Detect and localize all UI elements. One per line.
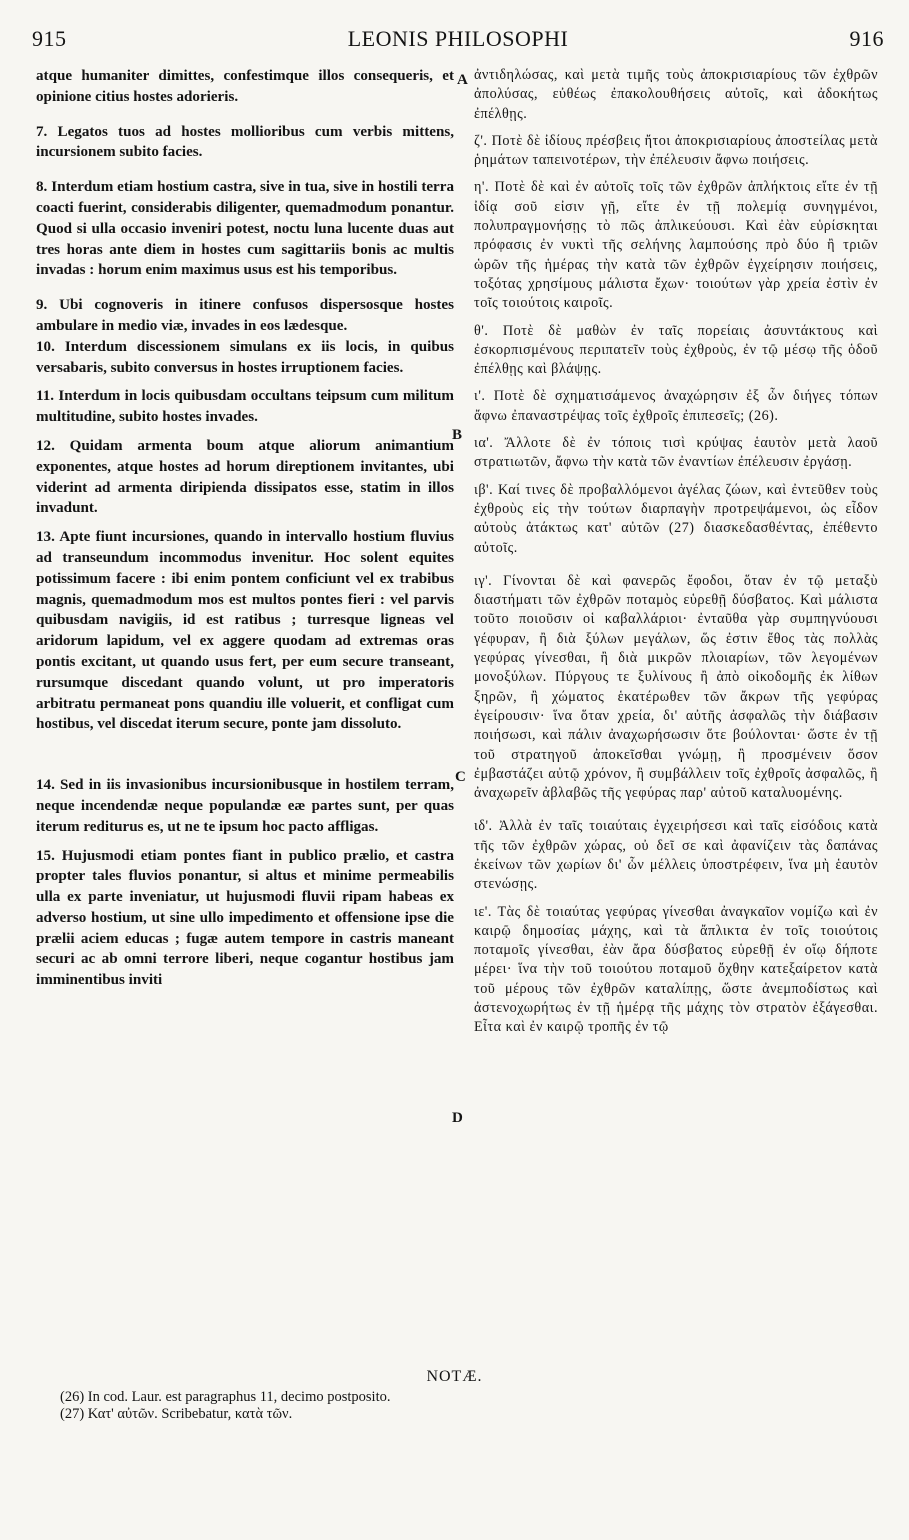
running-title: LEONIS PHILOSOPHI bbox=[347, 26, 569, 51]
latin-paragraph: 13. Apte fiunt incursiones, quando in intervallo hostium fluvius ad transeundum incommodus invenitur. Hoc solent equites potissimum facere : ibi enim pontem conficiunt vel ex trabibus magnis, quemadmodum mos est multos pontes fieri : vel parvis quibusdam navigiis, id est ratibus ; turresque ligneas vel aridorum lapidum, vel ex aggere quodam ad extremas oras pontis excitant, ut quando usus fert, per eum secure transeant, rursumque discedant quando volunt, ut pro imperatoris arbitratu permaneat pons quandiu ille voluerit, et confligat cum hostibus, vel discedat iterum secure, ponte jam dissoluto. bbox=[36, 529, 454, 733]
latin-paragraph: 11. Interdum in locis quibusdam occultans teipsum cum militum multitudine, subito hostes invades. bbox=[36, 388, 454, 426]
notes-title: NOTÆ. bbox=[426, 1368, 483, 1385]
greek-paragraph: ιγ'. Γίνονται δὲ καὶ φανερῶς ἔφοδοι, ὅταν ἐν τῷ μεταξὺ διαστήματι τῶν ἐχθρῶν ποταμὸς εὑρεθῇ δύσβατος. Καὶ μάλιστα τοῦτο ποιοῦσιν οἱ καβαλλάριοι· ἐνταῦθα γὰρ συμπηγνύουσι γέφυραν, ἢ διὰ ξύλων μεγάλων, ὥς ἐστιν ἔθος τὰς πολλὰς γεφύρας γίνεσθαι, ἢ διὰ μικρῶν πλοιαρίων, τῶν λεγομένων μονοξύλων. Πύργους τε ξυλίνους ἢ ἀπὸ οἰκοδομῆς ἐκ λίθων ξηρῶν, ἢ χώματος ἑκατέρωθεν τῶν ἄκρων τῆς γεφύρας ἐγείρουσιν· ἵνα ὅταν χρεία, δι' αὐτῆς ἀσφαλῶς τὴν διάβασιν ποιήσωσι, καὶ πάλιν ἀναχωρήσωσιν ὅτε βούλονται· ὥστε ἐν τῇ τοῦ στρατηγοῦ ἀποκεῖσθαι γνώμῃ, ἢ προσμένειν ὅσον ἐμβαστάζει αὐτῷ χρόνον, ἢ συμβάλλειν τοῖς ἐχθροῖς ἀσφαλῶς, ἢ ἀναχωρεῖν ἀβλαβῶς τῆς γεφύρας παρ' αὐτοῦ καταλυομένης. bbox=[474, 572, 878, 802]
footnote-27: (27) Κατ' αὐτῶν. Scribebatur, κατὰ τῶν. bbox=[60, 1406, 293, 1422]
latin-paragraph: 9. Ubi cognoveris in itinere confusos dispersosque hostes ambulare in medio viæ, invades in eos lædesque. bbox=[36, 297, 454, 334]
latin-paragraph: 15. Hujusmodi etiam pontes fiant in publico prælio, et castra propter tales fluvios ponantur, si altus et minime permeabilis ulla ex parte inveniatur, ut hujusmodi fluvii ripam habeas ex adverso hostium, ut sine ullo impedimento et offensione ipse die prælii aciem educas ; fugæ autem tempore in castris maneant securi ac ab omni terrore liberi, neque cogantur hostibus jam imminentibus inviti bbox=[36, 847, 454, 989]
latin-paragraph: 7. Legatos tuos ad hostes mollioribus cum verbis mittens, incursionem subito facies. bbox=[36, 123, 454, 161]
running-header bbox=[32, 26, 884, 58]
greek-paragraph: ιβ'. Καί τινες δὲ προβαλλόμενοι ἀγέλας ζώων, καὶ ἐντεῦθεν τοὺς ἐχθροὺς εἰς τὴν τούτων διαρπαγὴν προτρεψάμενοι, ὡς εἶδον αὐτοὺς ἀτάκτως κατ' αὐτῶν (27) διασκεδασθέντας, ἐπέθεντο αὐτοῖς. bbox=[474, 481, 878, 556]
page-number-left: 915 bbox=[32, 26, 67, 51]
footnotes bbox=[60, 1389, 820, 1423]
greek-paragraph: η'. Ποτὲ δὲ καὶ ἐν αὐτοῖς τοῖς τῶν ἐχθρῶν ἀπλήκτοις εἴτε ἐν τῇ ἰδίᾳ σοῦ εἰσιν γῇ, εἴτε ἐν τῇ πολεμίᾳ συνηγμένοι, πολυπραγμονήσῃς τὸ πῶς ἀπλικεύουσι. Καὶ ἐὰν εὑρίσκηται πρόφασις ἐν νυκτὶ τῆς σελήνης λαμπούσης πρὸ δύο ἢ τριῶν ὡρῶν τῆς ἡμέρας τὴν κατὰ τῶν ἐχθρῶν ἐγχείρησιν ποιήσεις, τοξότας χρησίμους μάλιστα ἔχων· τοιούτων γὰρ χρεία ἐστὶν ἐν τοῖς τοιούτοις καιροῖς. bbox=[474, 179, 878, 312]
latin-paragraph: 14. Sed in iis invasionibus incursionibusque in hostilem terram, neque incendendæ neque populandæ eæ partes sunt, per quas iterum rediturus es, ut ne te ipsum hoc pacto affligas. bbox=[36, 777, 454, 835]
greek-paragraph: ζ'. Ποτὲ δὲ ἰδίους πρέσβεις ἤτοι ἀποκρισιαρίους ἀποστείλας μετὰ ῥημάτων ταπεινοτέρων, τὴν ἐπέλευσιν ἄφνω ποιήσεις. bbox=[474, 132, 878, 169]
page-number-right: 916 bbox=[849, 26, 884, 51]
greek-paragraph: ια'. Ἄλλοτε δὲ ἐν τόποις τισὶ κρύψας ἑαυτὸν μετὰ λαοῦ στρατιωτῶν, ἄφνω τὴν κατὰ τῶν ἐναντίων ἐπέλευσιν ἐργάσῃ. bbox=[474, 435, 878, 471]
greek-paragraph: ιε'. Τὰς δὲ τοιαύτας γεφύρας γίνεσθαι ἀναγκαῖον νομίζω καὶ ἐν καιρῷ δημοσίας μάχης, καὶ τὰ ἄπλικτα ἐν τοῖς τοιούτοις ποταμοῖς γίνεσθαι, ἐὰν ἄρα δύσβατος εὑρεθῇ ἐν οἵῳ δήποτε μέρει· ἵνα τὴν τοῦ τοιούτου ποταμοῦ ὄχθην κατεξαίρετον κατὰ τοῦ μέρους τῶν ἐχθρῶν καταλίπῃς, ὥστε ἀνεμποδίστως καὶ ἀστενοχωρήτως ἐν τῇ ἡμέρᾳ τῆς μάχης τὸν στρατὸν ἐξάγεσθαι. Εἶτα καὶ ἐν καιρῷ τροπῆς ἐν τῷ bbox=[474, 903, 878, 1036]
margin-letter-c: C bbox=[455, 769, 466, 785]
latin-paragraph: 8. Interdum etiam hostium castra, sive in tua, sive in hostili terra coacti fuerint, considerabis diligenter, quemadmodum ponantur. Quod si ulla occasio inveniri potest, noctu luna lucente duas aut tres horas ante diem in hostes cum sagittariis bonis ac multis invadas : horum enim maximus usus est his temporibus. bbox=[36, 179, 454, 279]
greek-paragraph: θ'. Ποτὲ δὲ μαθὼν ἐν ταῖς πορείαις ἀσυντάκτους καὶ ἐσκορπισμένους περιπατεῖν τοὺς ἐχθροὺς, ἐν τῷ μέσῳ τῆς ὁδοῦ ἐπέλθῃς καὶ βλάψῃς. bbox=[474, 322, 878, 378]
latin-column bbox=[36, 66, 454, 991]
margin-letter-a: A bbox=[457, 72, 468, 88]
greek-paragraph: ἀντιδηλώσας, καὶ μετὰ τιμῆς τοὺς ἀποκρισιαρίους τῶν ἐχθρῶν ἀπολύσας, εὐθέως ἐπακολουθήσεις αὐτοῖς, καὶ ἀδοκήτως ἐπέλθῃς. bbox=[474, 67, 878, 122]
margin-letter-d: D bbox=[452, 1110, 463, 1126]
latin-paragraph: 10. Interdum discessionem simulans ex iis locis, in quibus versabaris, subito conversus in hostes irruptionem facies. bbox=[36, 338, 454, 376]
footnote-26: (26) In cod. Laur. est paragraphus 11, decimo postposito. bbox=[60, 1389, 391, 1405]
greek-column bbox=[474, 66, 878, 1038]
margin-letter-b: B bbox=[452, 427, 463, 443]
greek-paragraph: ι'. Ποτὲ δὲ σχηματισάμενος ἀναχώρησιν ἐξ ὧν διήγες τόπων ἄφνω ἐπαναστρέψας τοῖς ἐχθροῖς ἐπιπεσεῖς; (26). bbox=[474, 388, 878, 424]
latin-paragraph: 12. Quidam armenta boum atque aliorum animantium exponentes, atque hostes ad horum direptionem invitantes, ubi viderint ad armenta diripienda dissipatos esse, statim in illos invadunt. bbox=[36, 437, 454, 517]
greek-paragraph: ιδ'. Ἀλλὰ ἐν ταῖς τοιαύταις ἐγχειρήσεσι καὶ ταῖς εἰσόδοις κατὰ τῆς τῶν ἐχθρῶν χώρας, οὐ δεῖ σε καὶ ἀφανίζειν τὰς δαπάνας ἐκείνων τῶν χωρίων δι' ὧν μέλλεις ὑποστρέφειν, ἵνα μὴ ἑαυτὸν στενώσῃς. bbox=[474, 818, 878, 893]
latin-paragraph: atque humaniter dimittes, confestimque illos consequeris, et opinione citius hostes adorieris. bbox=[36, 68, 454, 105]
